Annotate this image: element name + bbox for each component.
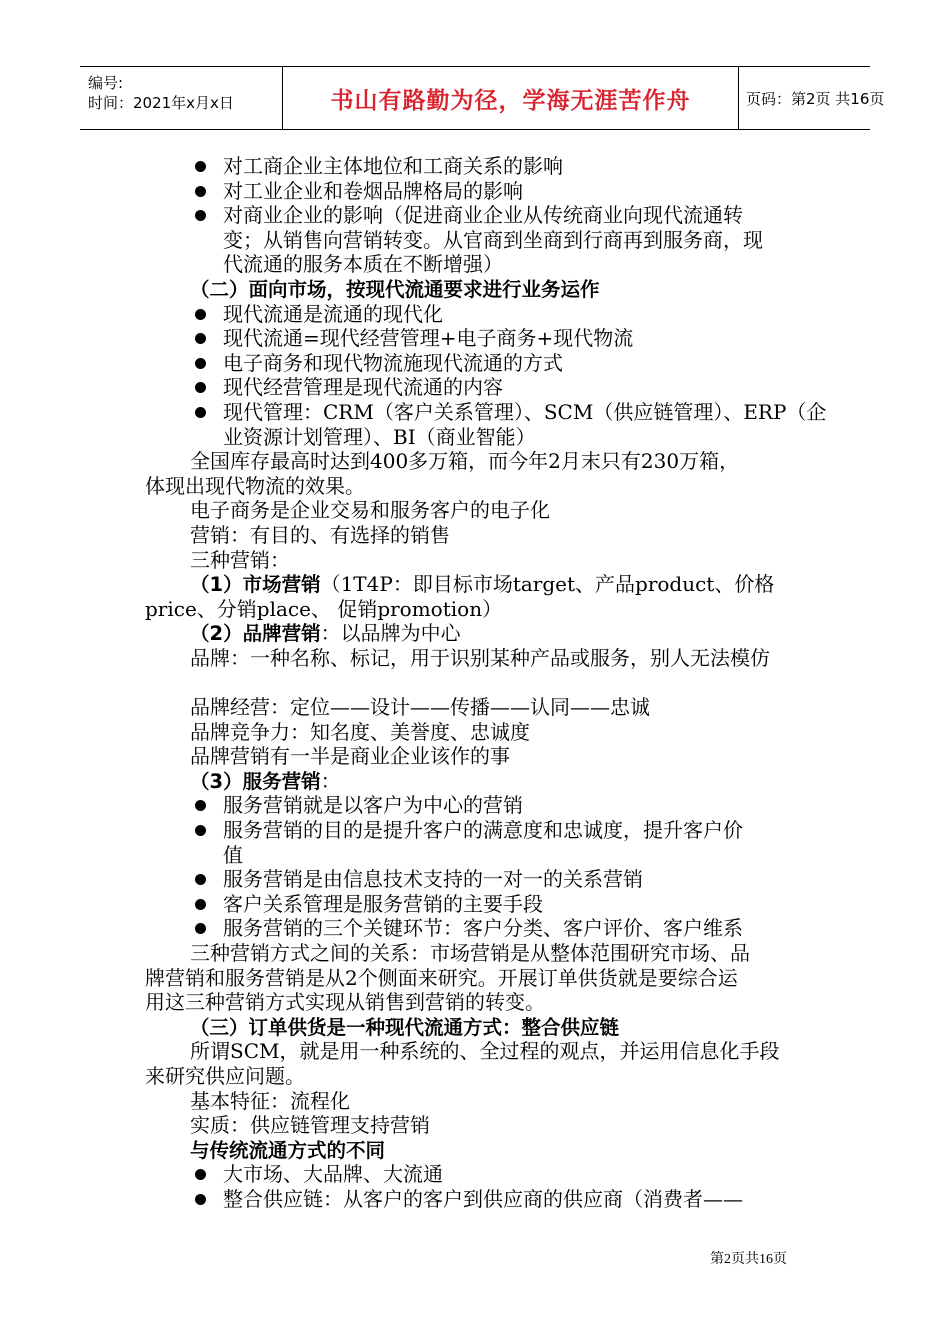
bullet-item xyxy=(145,399,827,425)
paragraph-line xyxy=(145,646,815,671)
line-text: 值 xyxy=(223,842,243,867)
bullet-icon xyxy=(195,382,206,393)
paragraph-line xyxy=(145,720,815,745)
bullet-item xyxy=(145,179,815,204)
paragraph-line xyxy=(145,1064,815,1089)
bullet-continuation xyxy=(145,425,815,450)
line-text: （3）服务营销 xyxy=(190,769,321,793)
line-text: （三）订单供货是一种现代流通方式：整合供应链 xyxy=(190,1015,620,1039)
line-text: 三种营销： xyxy=(190,547,290,572)
line-text: 牌营销和服务营销是从2个侧面来研究。开展订单供货就是要综合运 xyxy=(145,965,738,990)
bullet-item xyxy=(145,916,815,941)
paragraph-line xyxy=(145,695,815,720)
line-text: 变；从销售向营销转变。从官商到坐商到行商再到服务商，现 xyxy=(223,227,763,252)
line-text: 营销：有目的、有选择的销售 xyxy=(190,522,450,547)
header-meta xyxy=(80,67,282,129)
paragraph-line xyxy=(145,966,815,991)
bullet-item xyxy=(145,1187,815,1212)
blank-line xyxy=(145,670,815,695)
bullet-item xyxy=(145,867,815,892)
paragraph-line xyxy=(145,449,815,474)
line-text: 来研究供应问题。 xyxy=(145,1063,305,1088)
line-tail-text: （1T4P：即目标市场target、产品product、价格 xyxy=(320,572,775,597)
bullet-icon xyxy=(195,825,206,836)
bullet-item xyxy=(145,375,815,400)
bullet-icon xyxy=(195,1169,206,1180)
line-text: 品牌竞争力：知名度、美誉度、忠诚度 xyxy=(190,719,530,744)
number-label: 编号: xyxy=(88,74,124,92)
line-text: 现代流通=现代经营管理+电子商务+现代物流 xyxy=(223,326,634,351)
bullet-icon xyxy=(195,407,206,418)
line-text: 对工业企业和卷烟品牌格局的影响 xyxy=(223,178,523,203)
bullet-item xyxy=(145,818,815,843)
bullet-continuation xyxy=(145,228,815,253)
section-heading xyxy=(145,1015,815,1040)
bullet-item xyxy=(145,1162,815,1187)
line-tail-text: ： xyxy=(320,768,341,793)
line-text: 品牌经营：定位——设计——传播——认同——忠诚 xyxy=(190,695,650,720)
line-text: 用这三种营销方式实现从销售到营销的转变。 xyxy=(145,990,545,1015)
bullet-icon xyxy=(195,1194,206,1205)
bullet-icon xyxy=(195,923,206,934)
bullet-icon xyxy=(195,333,206,344)
bullet-item xyxy=(145,203,815,228)
paragraph-line xyxy=(145,498,815,523)
bullet-item xyxy=(145,302,815,327)
line-text: 大市场、大品牌、大流通 xyxy=(223,1162,443,1187)
bullet-icon xyxy=(195,161,206,172)
subheading-line xyxy=(145,572,815,597)
bullet-icon xyxy=(195,210,206,221)
line-text: 所谓SCM，就是用一种系统的、全过程的观点，并运用信息化手段 xyxy=(190,1039,780,1064)
line-text: 电子商务是企业交易和服务客户的电子化 xyxy=(190,498,550,523)
line-text: 现代管理：CRM（客户关系管理）、SCM（供应链管理）、ERP（企 xyxy=(223,399,827,424)
paragraph-line xyxy=(145,523,815,548)
line-text: 现代流通是流通的现代化 xyxy=(223,301,443,326)
line-text: 全国库存最高时达到400多万箱，而今年2月末只有230万箱， xyxy=(190,449,740,474)
paragraph-line xyxy=(145,1089,815,1114)
line-text: 客户关系管理是服务营销的主要手段 xyxy=(223,891,543,916)
subheading-line xyxy=(145,621,815,646)
paragraph-line xyxy=(145,744,815,769)
line-text: 对商业企业的影响（促进商业企业从传统商业向现代流通转 xyxy=(223,203,743,228)
line-text: 服务营销就是以客户为中心的营销 xyxy=(223,793,523,818)
line-text: 体现出现代物流的效果。 xyxy=(145,473,365,498)
paragraph-line xyxy=(145,990,815,1015)
bullet-icon xyxy=(195,899,206,910)
bullet-continuation xyxy=(145,843,815,868)
paragraph-line xyxy=(145,548,815,573)
document-body xyxy=(145,154,827,1212)
line-text: 品牌：一种名称、标记，用于识别某种产品或服务，别人无法模仿 xyxy=(190,645,770,670)
header-page-info: 页码：第2页 共16页 xyxy=(746,89,885,108)
bullet-icon xyxy=(195,874,206,885)
page-footer: 第2页共16页 xyxy=(710,1252,787,1267)
line-text: price、分销place、 促销promotion） xyxy=(145,596,503,621)
bullet-icon xyxy=(195,309,206,320)
bullet-item xyxy=(145,351,815,376)
line-text: 电子商务和现代物流施现代流通的方式 xyxy=(223,350,563,375)
bullet-icon xyxy=(195,358,206,369)
line-text: 实质：供应链管理支持营销 xyxy=(190,1113,430,1138)
bullet-icon xyxy=(195,186,206,197)
paragraph-line xyxy=(145,474,815,499)
subheading-line xyxy=(145,769,815,794)
line-text: 与传统流通方式的不同 xyxy=(190,1138,386,1162)
time-label: 时间：2021年x月x日 xyxy=(88,94,234,112)
paragraph-line xyxy=(145,941,815,966)
paragraph-line xyxy=(145,597,815,622)
line-text: 基本特征：流程化 xyxy=(190,1088,350,1113)
section-heading xyxy=(145,277,815,302)
line-text: 对工商企业主体地位和工商关系的影响 xyxy=(223,154,563,178)
line-text: （二）面向市场，按现代流通要求进行业务运作 xyxy=(190,277,600,301)
line-text: 现代经营管理是现代流通的内容 xyxy=(223,375,503,400)
line-text: 整合供应链：从客户的客户到供应商的供应商（消费者—— xyxy=(223,1186,743,1211)
paragraph-line xyxy=(145,1113,815,1138)
line-text: 服务营销是由信息技术支持的一对一的关系营销 xyxy=(223,867,643,892)
bullet-item xyxy=(145,154,815,179)
bullet-item xyxy=(145,793,815,818)
paragraph-line xyxy=(145,1039,815,1064)
section-heading xyxy=(145,1138,815,1163)
line-text: （1）市场营销 xyxy=(190,573,321,597)
page-header xyxy=(80,66,885,130)
line-tail-text: ：以品牌为中心 xyxy=(320,621,461,646)
line-text: （2）品牌营销 xyxy=(190,622,321,646)
line-text: 服务营销的目的是提升客户的满意度和忠诚度，提升客户价 xyxy=(223,818,743,843)
line-text: 三种营销方式之间的关系：市场营销是从整体范围研究市场、品 xyxy=(190,941,750,965)
bullet-continuation xyxy=(145,252,815,277)
line-text: 品牌营销有一半是商业企业该作的事 xyxy=(190,744,510,769)
bullet-icon xyxy=(195,800,206,811)
line-text: 服务营销的三个关键环节：客户分类、客户评价、客户维系 xyxy=(223,916,743,941)
bullet-item xyxy=(145,892,815,917)
bullet-item xyxy=(145,326,815,351)
line-text: 业资源计划管理）、BI（商业智能） xyxy=(223,424,536,449)
header-motto: 书山有路勤为径，学海无涯苦作舟 xyxy=(282,67,739,129)
line-text: 代流通的服务本质在不断增强） xyxy=(223,252,503,277)
